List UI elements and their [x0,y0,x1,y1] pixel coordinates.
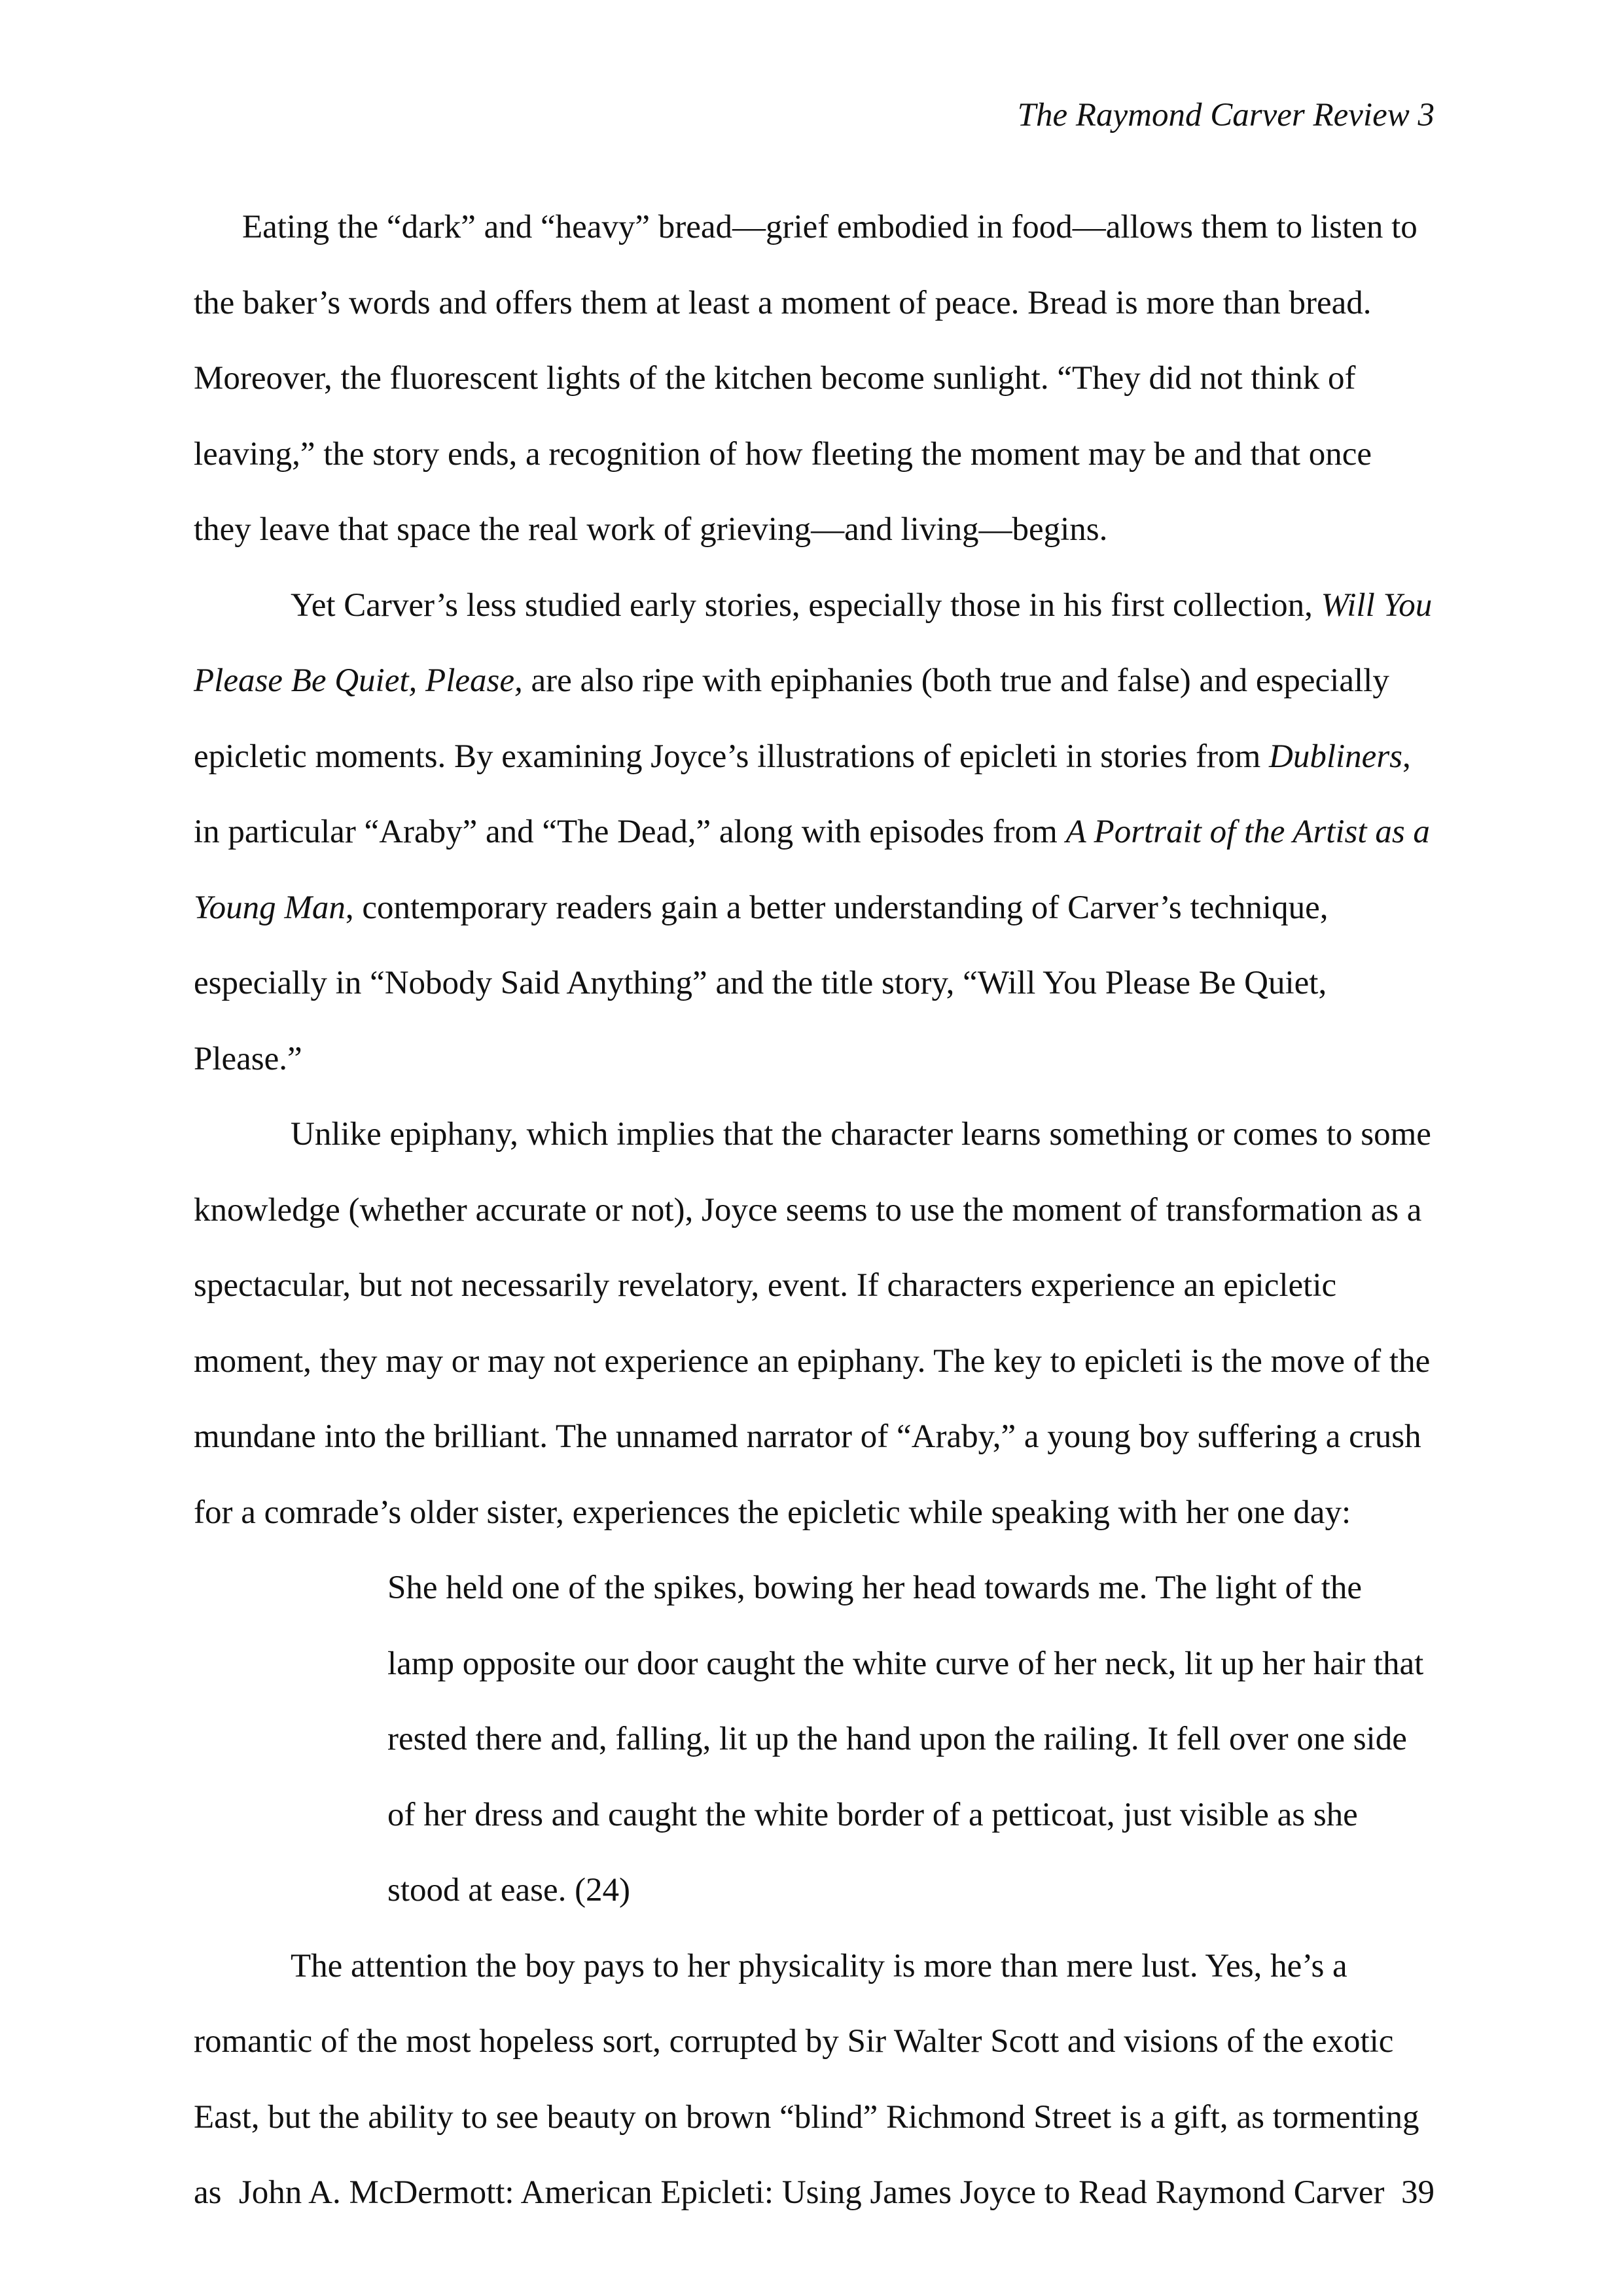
page-footer [239,2173,1435,2212]
page-number: 39 [1401,2174,1435,2211]
paragraph-2-text: Yet Carver’s less studied early stories, especially those in his first collection, [291,586,1321,624]
paragraph-4: The attention the boy pays to her physicality is more than mere lust. Yes, he’s a romantic of the most hopeless sort, corrupted by Sir Walter Scott and visions of the exotic East, but the ability to see beauty on brown “blind” Richmond Street is a gift, as tormenting as [194,1947,1419,2211]
block-quote: She held one of the spikes, bowing her head towards me. The light of the lamp opposite our door caught the white curve of her neck, lit up her hair that rested there and, falling, lit up the hand upon the railing. It fell over one side of her dress and caught the white border of a petticoat, just visible as she stood at ease. (24) [387,1570,1424,1909]
article-body [194,190,1435,2231]
paragraph-2 [194,568,1435,1098]
paragraph-2-text: , contemporary readers gain a better understanding of Carver’s technique, especially in “Nobody Said Anything” and the title story, “Will You Please Be Quiet, Please.” [194,889,1329,1077]
footer-citation: John A. McDermott: American Epicleti: Using James Joyce to Read Raymond Carver [238,2174,1385,2211]
book-title: Will You Please Be Quiet, Please, [194,586,1433,699]
running-header: The Raymond Carver Review 3 [1017,97,1435,134]
paragraph-1: Eating the “dark” and “heavy” bread—grief embodied in food—allows them to listen to the baker’s words and offers them at least a moment of peace. Bread is more than bread. Moreover, the fluorescent lights of the kitchen become sunlight. “They did not think of leaving,” the story ends, a recognition of how fleeting the moment may be and that once they leave that space the real work of grieving—and living—begins. [194,209,1418,548]
paragraph-2-text: are also ripe with epiphanies (both true and false) and especially epicletic moments. By examining Joyce’s illustrations of epicleti in stories from [194,662,1389,775]
paragraph-3: Unlike epiphany, which implies that the character learns something or comes to some knowledge (whether accurate or not), Joyce seems to use the moment of transformation as a spectacular, but not necessarily revelatory, event. If characters experience an epicletic moment, they may or may not experience an epiphany. The key to epicleti is the move of the mundane into the brilliant. The unnamed narrator of “Araby,” a young boy suffering a crush for a comrade’s older sister, experiences the epicletic while speaking with her one day: [194,1116,1431,1531]
paragraph-2-text: , in particular “Araby” and “The Dead,” along with episodes from [194,738,1411,850]
book-title: A Portrait of the Artist as a Young Man [194,814,1430,926]
book-title: Dubliners [1269,738,1403,775]
